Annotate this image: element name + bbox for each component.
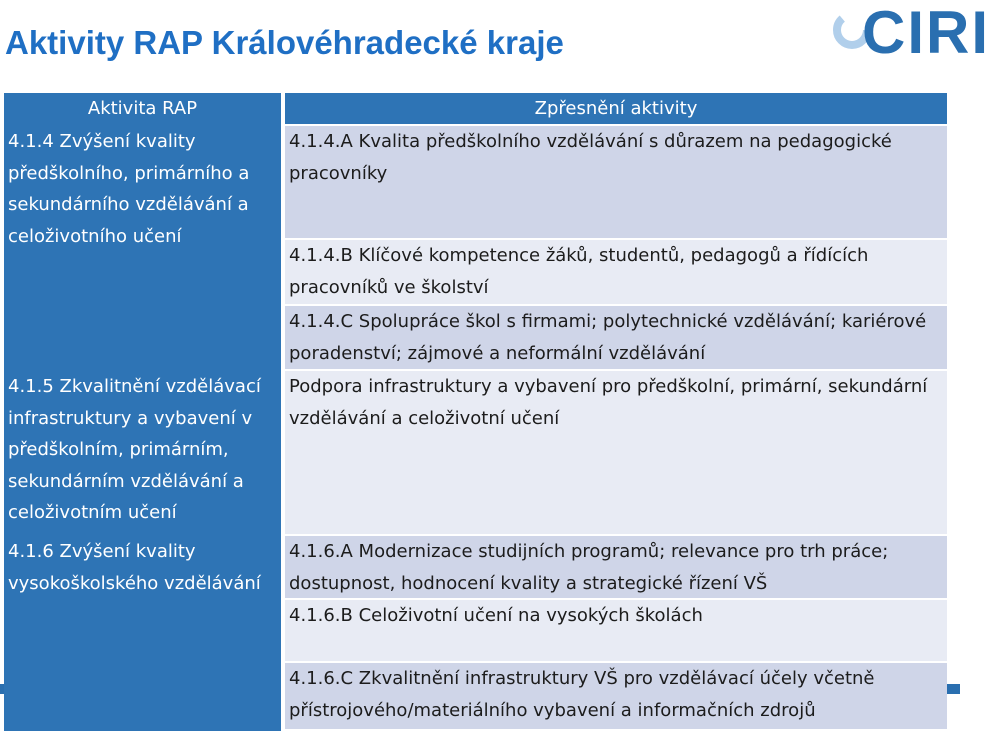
activity-4-1-6: 4.1.6 Zvýšení kvality vysokoškolského vzdělávání xyxy=(8,541,261,594)
refinement-4-1-4-a: 4.1.4.A Kvalita předškolního vzdělávání s důrazem na pedagogické pracovníky xyxy=(285,126,947,238)
refinement-4-1-5: Podpora infrastruktury a vybavení pro předškolní, primární, sekundární vzdělávání a celoživotní učení xyxy=(285,371,947,534)
refinement-4-1-6-b: 4.1.6.B Celoživotní učení na vysokých školách xyxy=(285,600,947,661)
activity-4-1-4: 4.1.4 Zvýšení kvality předškolního, primárního a sekundárního vzdělávání a celoživotního učení xyxy=(8,131,250,247)
logo-text: CIRI xyxy=(862,0,990,66)
refinement-4-1-4-b: 4.1.4.B Klíčové kompetence žáků, studentů, pedagogů a řídících pracovníků ve školství xyxy=(285,240,947,304)
footer-accent-left xyxy=(0,684,4,694)
refinement-4-1-6-c: 4.1.6.C Zkvalitnění infrastruktury VŠ pro vzdělávací účely včetně přístrojového/materiálního vybavení a informačních zdrojů xyxy=(285,663,947,729)
activity-4-1-5: 4.1.5 Zkvalitnění vzdělávací infrastruktury a vybavení v předškolním, primárním, sekundárním vzdělávání a celoživotním učení xyxy=(8,376,261,523)
slide-title: Aktivity RAP Královéhradecké kraje xyxy=(5,24,564,61)
refinement-column xyxy=(285,93,947,731)
footer-accent-right xyxy=(947,684,960,694)
activity-column xyxy=(4,93,281,731)
header-activity: Aktivita RAP xyxy=(87,98,198,119)
refinement-4-1-4-c: 4.1.4.C Spolupráce škol s firmami; polytechnické vzdělávání; kariérové poradenství; zájmové a neformální vzdělávání xyxy=(285,306,947,369)
refinement-4-1-6-a: 4.1.6.A Modernizace studijních programů; relevance pro trh práce; dostupnost, hodnocení kvality a strategické řízení VŠ xyxy=(285,536,947,598)
header-refinement: Zpřesnění aktivity xyxy=(285,93,947,124)
